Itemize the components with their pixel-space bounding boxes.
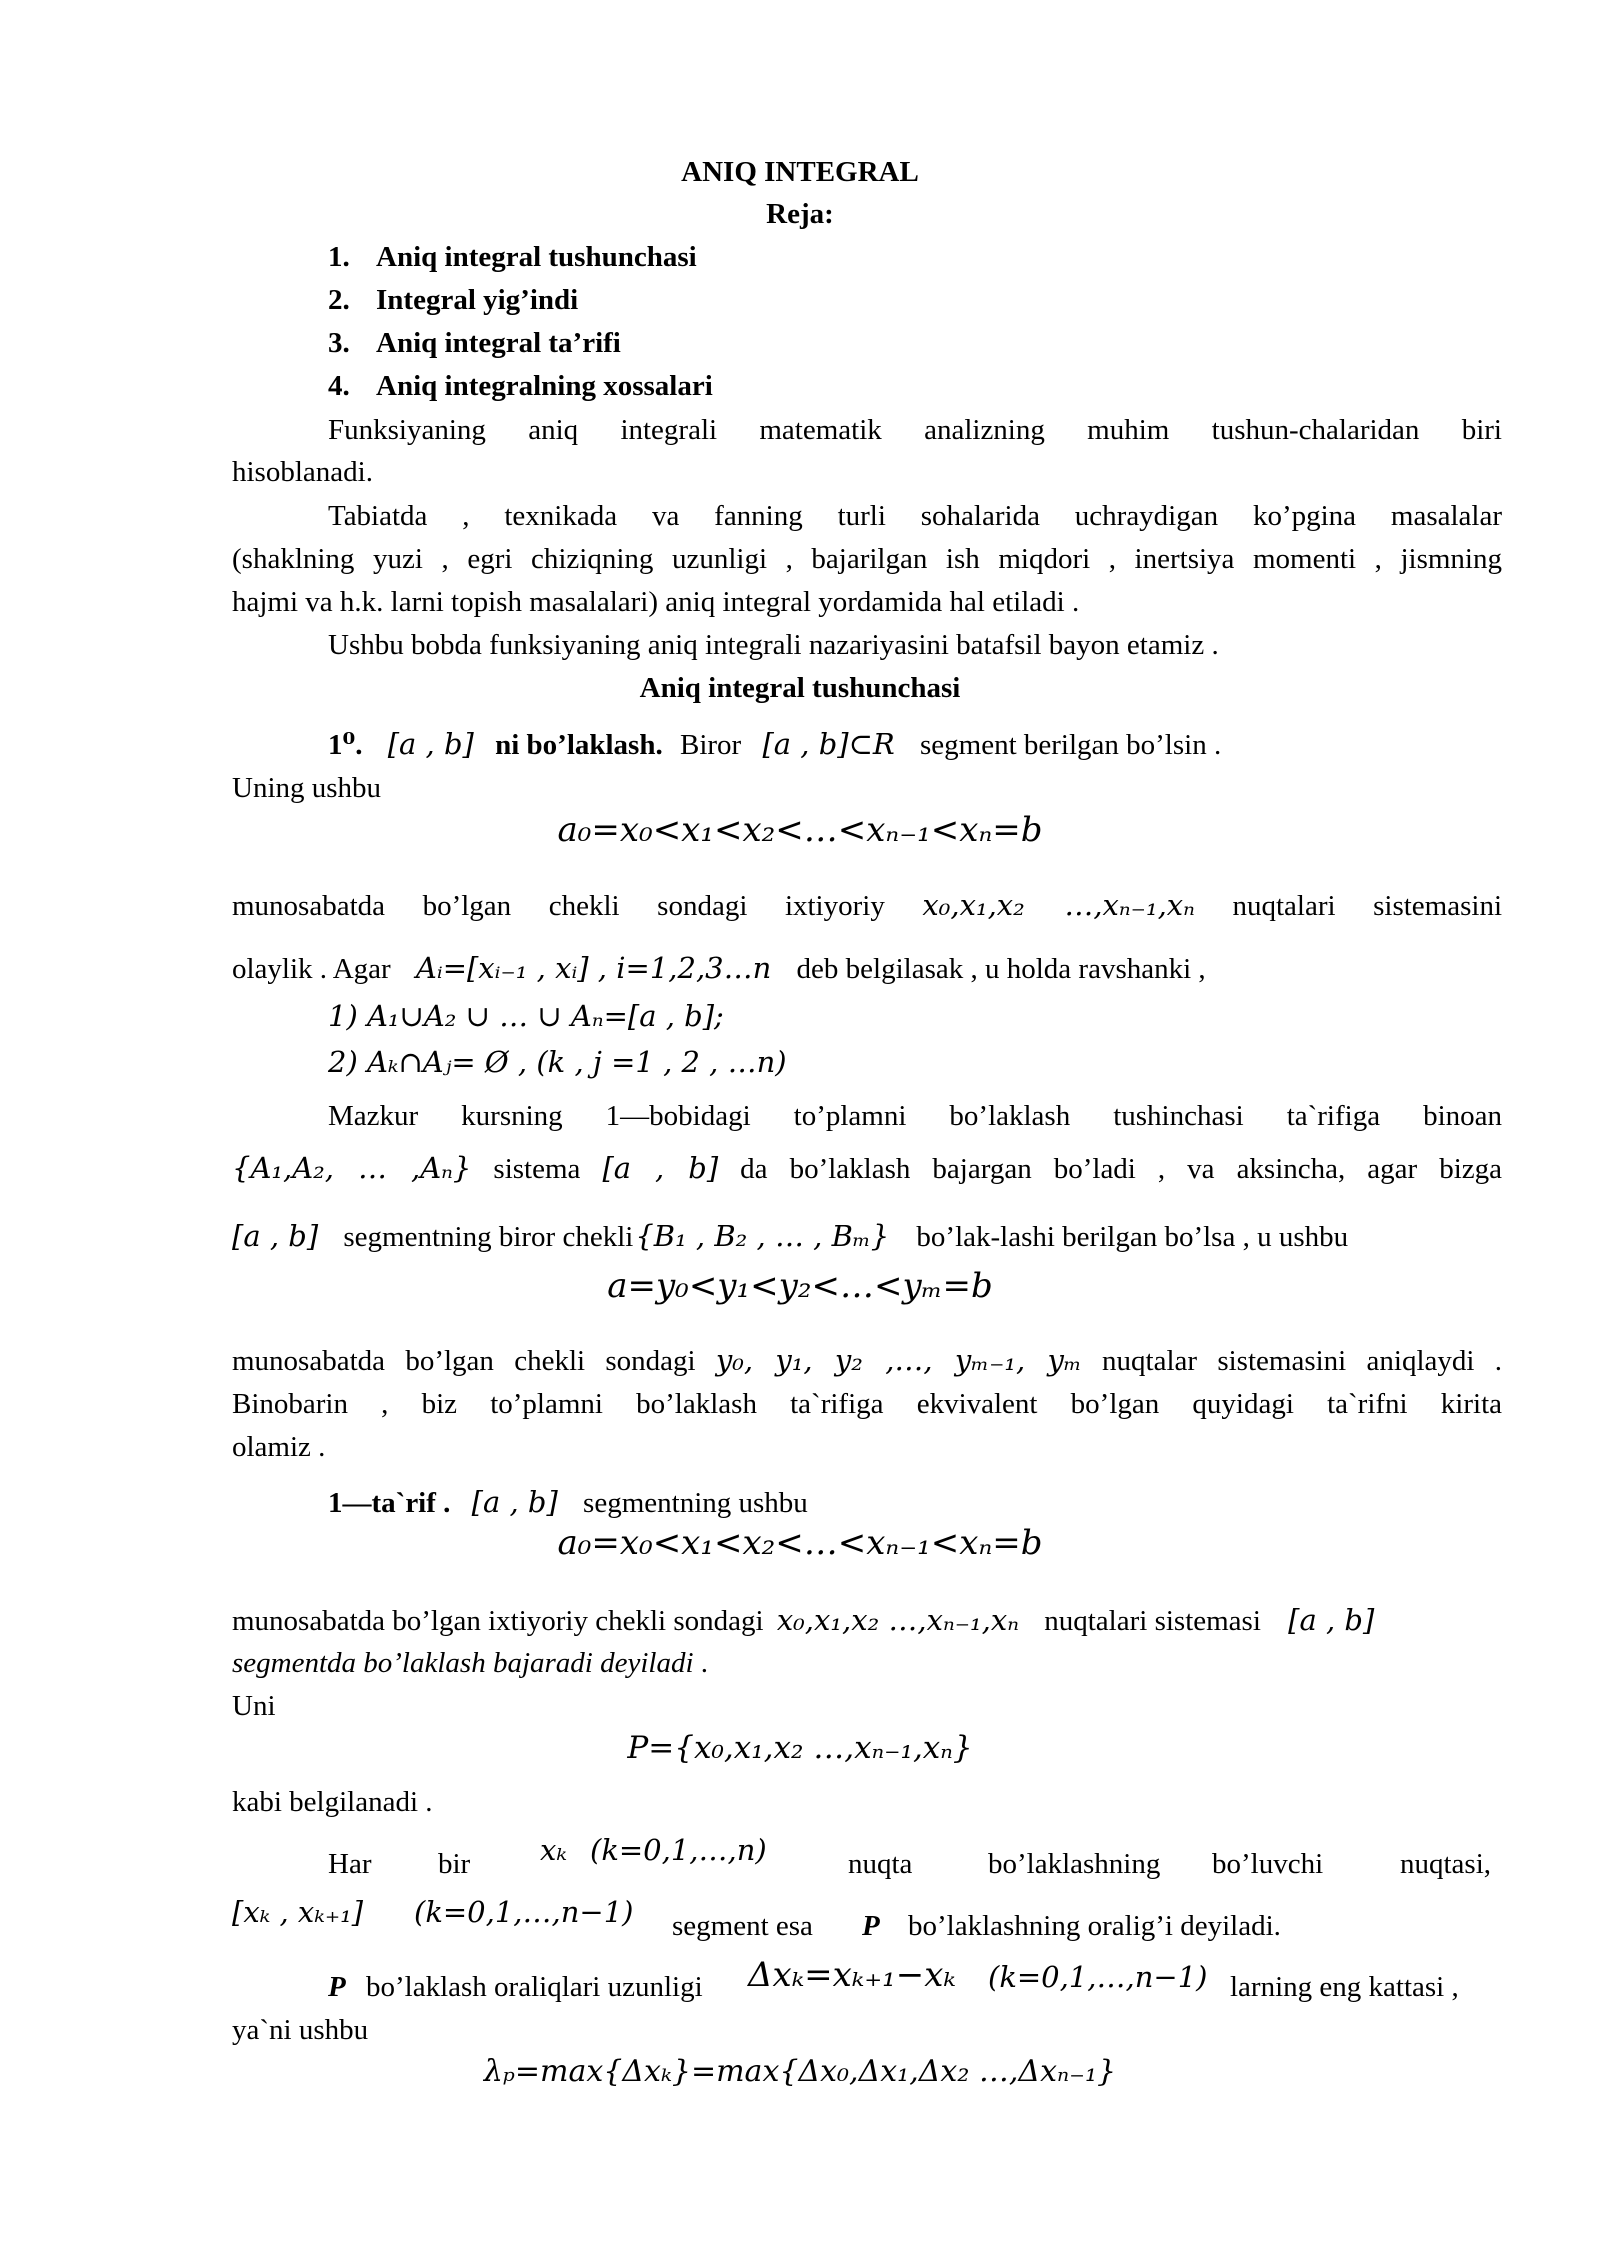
partition-formula: a₀=x₀<x₁<x₂<…<xₙ₋₁<xₙ=b xyxy=(557,810,1043,850)
intro-paragraph-2: Tabiatda , texnikada va fanning turli sohalarida uchraydigan ko’pgina masalalar xyxy=(328,500,1502,532)
segment-ab-formula: [a , b] xyxy=(602,1151,719,1185)
partition-formula: a₀=x₀<x₁<x₂<…<xₙ₋₁<xₙ=b xyxy=(557,1523,1043,1563)
text-line xyxy=(232,1216,1348,1257)
text-span: segmentning biror chekli xyxy=(343,1221,634,1253)
points-y-formula: y₀, y₁, y₂ ,…, yₘ₋₁, yₘ xyxy=(715,1343,1082,1377)
text-span: nuqtalar sistemasini aniqlaydi . xyxy=(1102,1345,1503,1377)
intro-paragraph-2-line: (shaklning yuzi , egri chiziqning uzunligi , bajarilgan ish miqdori , inertsiya momenti , jismning xyxy=(232,543,1502,575)
plan-item-number: 2. xyxy=(328,284,350,316)
text-span: bo’lak-lashi berilgan bo’lsa , u ushbu xyxy=(916,1221,1349,1253)
plan-item-text: Aniq integral tushunchasi xyxy=(376,241,697,273)
text-span: nuqtalari sistemasini xyxy=(1232,890,1503,922)
plan-item-text: Aniq integral ta’rifi xyxy=(376,327,621,359)
text-line xyxy=(232,885,1502,926)
text-line: kabi belgilanadi . xyxy=(232,1786,433,1818)
text-span: Har xyxy=(328,1848,372,1880)
set-A-formula: {A₁,A₂, … ,Aₙ} xyxy=(232,1151,472,1185)
intro-paragraph-1-end: hisoblanadi. xyxy=(232,456,373,488)
plan-item-number: 4. xyxy=(328,370,350,402)
definition-label: 1—ta`rif . xyxy=(328,1487,451,1519)
text-span: Biror xyxy=(679,729,742,761)
delta-x-formula: Δxₖ=xₖ₊₁−xₖ xyxy=(748,1955,956,1995)
text-span: segmentning ushbu xyxy=(583,1487,808,1519)
plan-item xyxy=(328,366,713,406)
lambda-formula: λₚ=max{Δxₖ}=max{Δx₀,Δx₁,Δx₂ …,Δxₙ₋₁} xyxy=(483,2054,1117,2089)
text-line xyxy=(232,1340,1502,1381)
partition-set-formula: P={x₀,x₁,x₂ …,xₙ₋₁,xₙ} xyxy=(627,1730,973,1766)
plan-item xyxy=(328,280,578,320)
text-line xyxy=(232,1600,1374,1641)
plan-item-number: 1. xyxy=(328,241,350,273)
intro-paragraph-1: Funksiyaning aniq integrali matematik analizning muhim tushun-chalaridan biri xyxy=(328,414,1502,446)
text-line xyxy=(232,1643,708,1683)
page-title: ANIQ INTEGRAL xyxy=(681,156,919,188)
segment-in-R-formula: [a , b]⊂R xyxy=(762,727,895,761)
text-line: olamiz . xyxy=(232,1431,326,1463)
segment-xk-formula: [xₖ , xₖ₊₁] xyxy=(232,1895,364,1929)
text-span: nuqta xyxy=(848,1848,913,1880)
segment-ab-formula: [a , b] xyxy=(471,1485,558,1519)
text-span: deb belgilasak , u holda ravshanki , xyxy=(796,953,1206,985)
text-line: Uni xyxy=(232,1690,276,1722)
plan-item xyxy=(328,323,621,363)
partition-formula-y: a=y₀<y₁<y₂<…<yₘ=b xyxy=(607,1266,993,1306)
plan-item-number: 3. xyxy=(328,327,350,359)
text-line: Uning ushbu xyxy=(232,772,382,804)
text-span: bo’laklashning oralig’i deyiladi. xyxy=(908,1910,1281,1942)
plan-item xyxy=(328,237,697,277)
property-1: 1) A₁∪A₂ ∪ … ∪ Aₙ=[a , b]; xyxy=(328,999,724,1033)
points-x-formula: x₀,x₁,x₂ …,xₙ₋₁,xₙ xyxy=(922,888,1195,922)
section-heading: Aniq integral tushunchasi xyxy=(639,672,961,704)
subsection-number: 1⁰. xyxy=(328,729,363,761)
P-symbol: P xyxy=(862,1910,880,1942)
text-span: nuqtasi, xyxy=(1400,1848,1492,1880)
definition-italic-text: segmentda bo’laklash bajaradi deyiladi xyxy=(232,1647,694,1679)
definition-line xyxy=(328,1482,808,1523)
text-line: Mazkur kursning 1—bobidagi to’plamni bo’laklash tushinchasi ta`rifiga binoan xyxy=(328,1100,1502,1132)
segment-ab-formula: [a , b] xyxy=(1288,1603,1375,1637)
text-span: munosabatda bo’lgan chekli sondagi xyxy=(232,1345,696,1377)
plan-item-text: Aniq integralning xossalari xyxy=(376,370,713,402)
subsection-title: ni bo’laklash. xyxy=(495,729,663,761)
xk-formula: xₖ xyxy=(540,1833,567,1867)
plan-item-text: Integral yig’indi xyxy=(376,284,579,316)
text-span: . xyxy=(693,1647,709,1679)
text-span: munosabatda bo’lgan ixtiyoriy chekli sondagi xyxy=(232,1605,764,1637)
intro-paragraph-3: Ushbu bobda funksiyaning aniq integrali nazariyasini batafsil bayon etamiz . xyxy=(328,629,1219,661)
points-x-formula: x₀,x₁,x₂ …,xₙ₋₁,xₙ xyxy=(776,1603,1019,1637)
k-range-formula: (k=0,1,…,n−1) xyxy=(414,1895,634,1929)
property-2: 2) Aₖ∩Aⱼ= Ø , (k , j =1 , 2 , …n) xyxy=(328,1045,787,1079)
text-span: nuqtalari sistemasi xyxy=(1044,1605,1261,1637)
A-definition-formula: Aᵢ=[xᵢ₋₁ , xᵢ] , i=1,2,3…n xyxy=(415,951,772,985)
set-B-formula: {B₁ , B₂ , … , Bₘ} xyxy=(635,1219,890,1253)
text-line: ya`ni ushbu xyxy=(232,2014,369,2046)
plan-heading: Reja: xyxy=(766,198,834,230)
text-span: bo’luvchi xyxy=(1212,1848,1324,1880)
P-symbol: P xyxy=(328,1971,346,2003)
text-span: larning eng kattasi , xyxy=(1230,1971,1459,2003)
text-line xyxy=(232,948,1206,989)
segment-ab-formula: [a , b] xyxy=(232,1219,319,1253)
text-span: da bo’laklash bajargan bo’ladi , va aksincha, agar bizga xyxy=(740,1153,1503,1185)
text-span: segment berilgan bo’lsin . xyxy=(919,729,1222,761)
segment-ab-formula: [a , b] xyxy=(387,727,474,761)
subsection-title-line xyxy=(328,724,1221,765)
text-span: sistema xyxy=(493,1153,581,1185)
k-range-formula: (k=0,1,…,n−1) xyxy=(988,1960,1208,1994)
intro-paragraph-2-end: hajmi va h.k. larni topish masalalari) aniq integral yordamida hal etiladi . xyxy=(232,586,1080,618)
text-span: bo’laklash oraliqlari uzunligi xyxy=(366,1971,703,2003)
text-span: segment esa xyxy=(672,1910,813,1942)
text-span: bir xyxy=(438,1848,471,1880)
text-line xyxy=(232,1148,1502,1189)
k-range-formula: (k=0,1,…,n) xyxy=(590,1833,767,1867)
text-span: olaylik . Agar xyxy=(232,953,391,985)
text-span: bo’laklashning xyxy=(988,1848,1161,1880)
text-line: Binobarin , biz to’plamni bo’laklash ta`rifiga ekvivalent bo’lgan quyidagi ta`rifni kirita xyxy=(232,1388,1502,1420)
text-span: munosabatda bo’lgan chekli sondagi ixtiyoriy xyxy=(232,890,885,922)
